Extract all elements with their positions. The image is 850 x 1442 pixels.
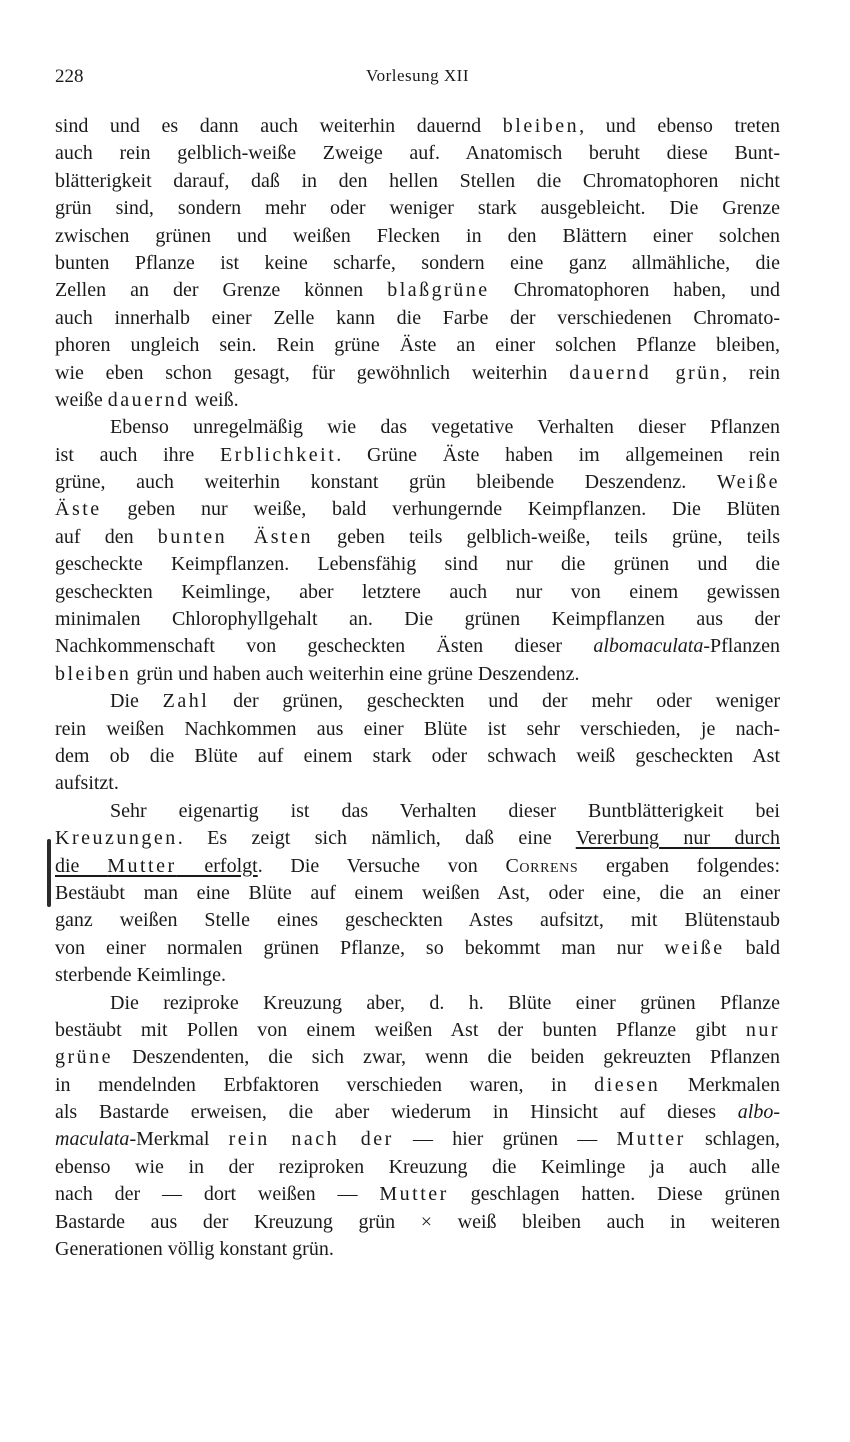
text-segment: bleiben [55, 662, 132, 685]
text-segment: nach der — dort weißen — [55, 1183, 380, 1206]
text-line [55, 962, 780, 989]
text-segment: zwischen grünen und weißen Flecken in den Blättern einer solchen [55, 224, 780, 247]
page-header [55, 66, 780, 96]
text-line [55, 250, 780, 277]
text-segment: albomaculata [593, 635, 704, 658]
text-segment: Erblichkeit [219, 443, 337, 466]
text-line [55, 387, 780, 414]
text-segment: als Bastarde erweisen, die aber wiederum in Hinsicht auf dieses [55, 1101, 738, 1124]
text-line [55, 770, 780, 797]
text-segment: blaßgrüne [387, 279, 490, 302]
text-segment: grün sind, sondern mehr oder weniger stark ausgebleicht. Die Grenze [55, 197, 780, 220]
text-segment: . Es zeigt sich nämlich, daß eine [177, 827, 576, 850]
text-segment: die [55, 854, 108, 877]
text-segment: Nachkommenschaft von gescheckten Ästen dieser [55, 635, 594, 658]
text-line [55, 935, 780, 962]
text-segment: Generationen völlig konstant grün. [55, 1238, 334, 1261]
text-segment: schlagen, [685, 1128, 780, 1151]
text-segment: Zahl [162, 690, 210, 713]
text-segment: der grünen, gescheckten und der mehr oder weniger [209, 690, 780, 713]
text-line [55, 332, 780, 359]
text-segment: albo- [737, 1101, 780, 1124]
text-line [55, 414, 780, 441]
text-segment: Sehr eigenartig ist das Verhalten dieser Buntblätterigkeit bei [110, 799, 780, 822]
text-line [55, 442, 780, 469]
text-segment: Mutter [107, 854, 177, 877]
text-line [55, 1154, 780, 1181]
text-segment: blätterigkeit darauf, daß in den hellen Stellen die Chromatophoren nicht [55, 169, 780, 192]
text-segment: phoren ungleich sein. Rein grüne Äste an einer solchen Pflanze bleiben, [55, 334, 780, 357]
text-segment: -Pflanzen [703, 635, 780, 658]
text-segment: grüne [55, 1046, 114, 1069]
text-line [55, 880, 780, 907]
margin-pencil-mark [47, 839, 51, 907]
text-line [55, 990, 780, 1017]
text-line [55, 113, 780, 140]
text-segment: gescheckte Keimpflanzen. Lebensfähig sind nur die grünen und die [55, 553, 780, 576]
text-segment: bunten Pflanze ist keine scharfe, sondern eine ganz allmähliche, die [55, 251, 780, 274]
text-line [55, 907, 780, 934]
text-line [55, 661, 780, 688]
text-line [55, 277, 780, 304]
text-segment: ergaben folgendes: [578, 854, 780, 877]
text-line [55, 496, 780, 523]
text-line [55, 551, 780, 578]
text-segment: Mutter [379, 1183, 449, 1206]
text-segment: in mendelnden Erbfaktoren verschieden waren, in [55, 1073, 595, 1096]
text-line [55, 1181, 780, 1208]
text-segment: — hier grünen — [393, 1128, 617, 1151]
text-line [55, 798, 780, 825]
text-segment: dauernd [107, 388, 190, 411]
text-line [55, 579, 780, 606]
text-segment: , rein [722, 361, 781, 384]
text-segment: Bastarde aus der Kreuzung grün × weiß bleiben auch in weiteren [55, 1210, 780, 1233]
text-segment: Zellen an der Grenze können [55, 279, 388, 302]
text-line [55, 606, 780, 633]
text-line [55, 716, 780, 743]
text-segment: ganz weißen Stelle eines gescheckten Astes aufsitzt, mit Blütenstaub [55, 909, 780, 932]
text-segment: Äste [55, 498, 102, 521]
text-segment: rein weißen Nachkommen aus einer Blüte ist sehr verschieden, je nach- [55, 717, 780, 740]
text-segment: geben teils gelblich-weiße, teils grüne, teils [312, 525, 780, 548]
text-segment: Merkmalen [660, 1073, 781, 1096]
text-segment: Weiße [716, 471, 780, 494]
text-segment: Correns [505, 854, 579, 877]
text-segment: bald [724, 936, 780, 959]
text-segment: Vererbung nur durch [575, 827, 780, 850]
text-segment: bestäubt mit Pollen von einem weißen Ast der bunten Pflanze gibt [55, 1018, 746, 1041]
text-line [55, 305, 780, 332]
text-line [55, 1017, 780, 1044]
text-segment: von einer normalen grünen Pflanze, so bekommt man nur [55, 936, 665, 959]
text-line [55, 825, 780, 852]
text-segment: sind und es dann auch weiterhin dauernd [55, 115, 503, 137]
text-segment: bleiben [502, 115, 580, 137]
text-segment: grüne, auch weiterhin konstant grün bleibende Deszendenz. [55, 471, 717, 494]
text-line [55, 223, 780, 250]
text-segment: Mutter [616, 1128, 686, 1151]
text-segment: . Grüne Äste haben im allgemeinen rein [336, 443, 780, 466]
text-line [55, 1099, 780, 1126]
text-segment: gescheckten Keimlinge, aber letztere auch nur von einem gewissen [55, 580, 780, 603]
text-segment: Die [110, 690, 163, 713]
text-line [55, 140, 780, 167]
text-line [55, 360, 780, 387]
text-segment: Die reziproke Kreuzung aber, d. h. Blüte einer grünen Pflanze [110, 991, 780, 1014]
running-head: Vorlesung XII [366, 66, 469, 85]
text-segment: -Merkmal [129, 1128, 229, 1151]
page-number: 228 [55, 66, 84, 87]
text-segment: geschlagen hatten. Diese grünen [448, 1183, 781, 1206]
text-segment: minimalen Chlorophyllgehalt an. Die grünen Keimpflanzen aus der [55, 608, 780, 631]
text-segment: dauernd grün [569, 361, 723, 384]
text-line [55, 1209, 780, 1236]
text-segment: auch rein gelblich-weiße Zweige auf. Anatomisch beruht diese Bunt- [55, 142, 780, 165]
text-segment: geben nur weiße, bald verhungernde Keimpflanzen. Die Blüten [101, 498, 780, 521]
text-segment: rein nach der [228, 1128, 394, 1151]
text-line [55, 633, 780, 660]
text-segment: Chromatophoren haben, und [489, 279, 780, 302]
body-text [55, 113, 780, 1263]
text-line [55, 1236, 780, 1263]
text-segment: Ebenso unregelmäßig wie das vegetative Verhalten dieser Pflanzen [110, 416, 780, 439]
text-line [55, 524, 780, 551]
text-line [55, 853, 780, 880]
text-line [55, 168, 780, 195]
text-segment: wie eben schon gesagt, für gewöhnlich weiterhin [55, 361, 570, 384]
text-line [55, 1044, 780, 1071]
text-segment: nur [745, 1018, 780, 1041]
text-segment: maculata [55, 1128, 130, 1151]
text-segment: ebenso wie in der reziproken Kreuzung die Keimlinge ja auch alle [55, 1155, 780, 1178]
text-line [55, 1072, 780, 1099]
text-segment: Deszendenten, die sich zwar, wenn die beiden gekreuzten Pflanzen [113, 1046, 780, 1069]
text-line [55, 688, 780, 715]
text-segment: dem ob die Blüte auf einem stark oder schwach weiß gescheckten Ast [55, 744, 780, 767]
text-segment: diesen [594, 1073, 661, 1096]
text-segment: weiße [664, 936, 725, 959]
text-line [55, 1126, 780, 1153]
text-segment: , und ebenso treten [579, 115, 780, 137]
text-segment: sterbende Keimlinge. [55, 964, 227, 987]
text-segment: bunten Ästen [157, 525, 313, 548]
text-line [55, 743, 780, 770]
text-line [55, 195, 780, 222]
text-segment: erfolgt [176, 854, 258, 877]
text-segment: auf den [55, 525, 158, 548]
text-line [55, 469, 780, 496]
text-segment: aufsitzt. [55, 772, 119, 795]
text-segment: Kreuzungen [55, 827, 178, 850]
text-segment: ist auch ihre [55, 443, 220, 466]
text-segment: Bestäubt man eine Blüte auf einem weißen Ast, oder eine, die an einer [55, 881, 780, 904]
text-segment: weiß. [189, 388, 239, 411]
text-segment: grün und haben auch weiterhin eine grüne Deszendenz. [131, 662, 580, 685]
text-segment: . Die Versuche von [257, 854, 506, 877]
text-segment: auch innerhalb einer Zelle kann die Farbe der verschiedenen Chromato- [55, 306, 780, 329]
text-segment: weiße [55, 388, 108, 411]
